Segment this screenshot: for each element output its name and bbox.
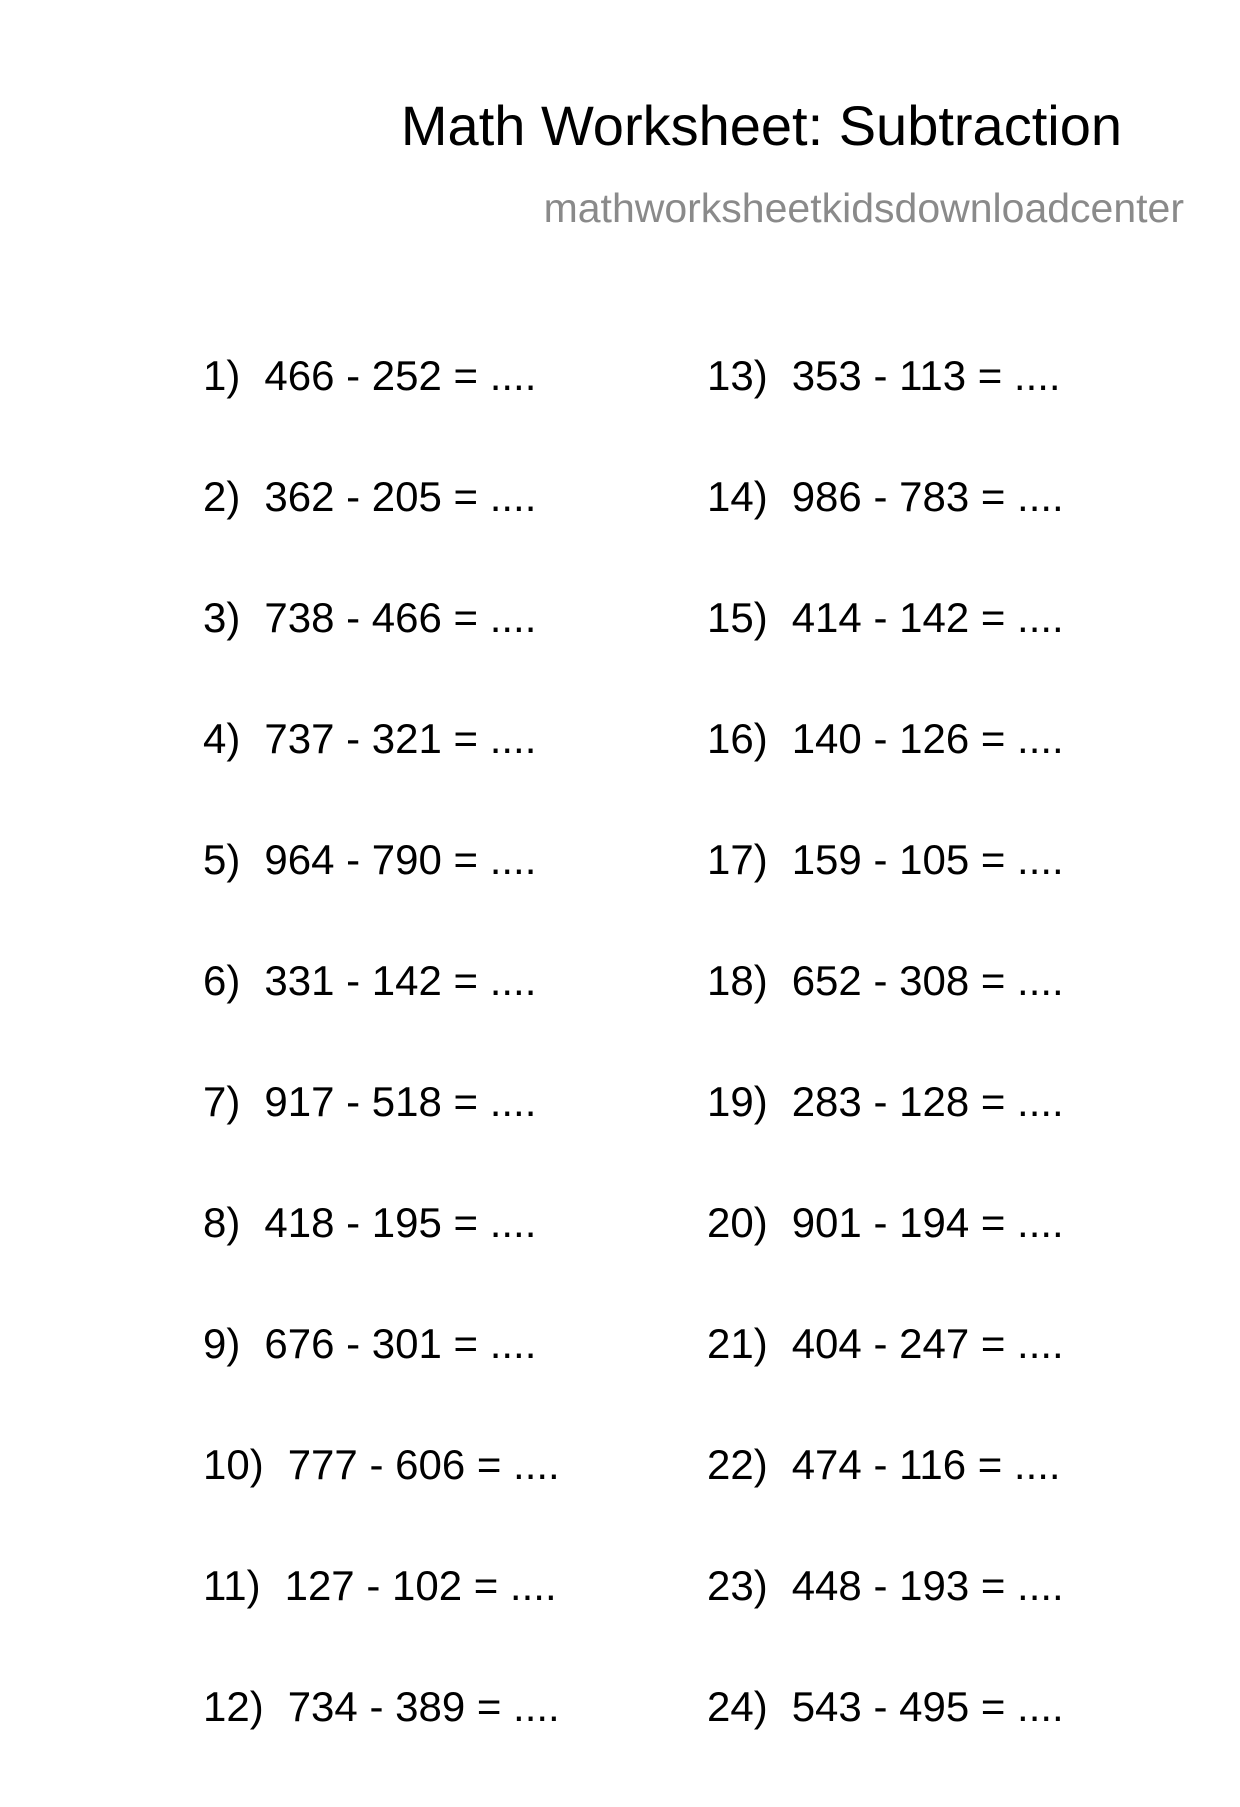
problem-number: 23) (707, 1562, 768, 1609)
problem-number: 18) (707, 957, 768, 1004)
problem-item (203, 1078, 560, 1202)
problem-expression: 964 - 790 = .... (264, 836, 537, 883)
problem-item (203, 715, 560, 839)
problem-expression: 777 - 606 = .... (287, 1441, 560, 1488)
problem-column-right (707, 352, 1064, 1807)
problem-number: 17) (707, 836, 768, 883)
problem-expression: 283 - 128 = .... (791, 1078, 1064, 1125)
problem-item (707, 1078, 1064, 1202)
problem-expression: 917 - 518 = .... (264, 1078, 537, 1125)
problem-expression: 676 - 301 = .... (264, 1320, 537, 1367)
problem-column-left (203, 352, 560, 1807)
problem-number: 22) (707, 1441, 768, 1488)
problem-number: 24) (707, 1683, 768, 1730)
problem-number: 21) (707, 1320, 768, 1367)
problem-expression: 652 - 308 = .... (791, 957, 1064, 1004)
problem-number: 8) (203, 1199, 241, 1246)
problem-item (203, 1683, 560, 1807)
problem-item (203, 352, 560, 476)
problem-item (203, 473, 560, 597)
problem-number: 3) (203, 594, 241, 641)
problem-expression: 159 - 105 = .... (791, 836, 1064, 883)
problem-expression: 418 - 195 = .... (264, 1199, 537, 1246)
problem-item (203, 1441, 560, 1565)
problem-expression: 331 - 142 = .... (264, 957, 537, 1004)
problem-number: 5) (203, 836, 241, 883)
problem-number: 2) (203, 473, 241, 520)
problem-number: 20) (707, 1199, 768, 1246)
worksheet-title: Math Worksheet: Subtraction (400, 94, 1122, 157)
problem-item (203, 594, 560, 718)
problem-number: 7) (203, 1078, 241, 1125)
problem-item (203, 1199, 560, 1323)
problem-expression: 448 - 193 = .... (791, 1562, 1064, 1609)
problem-number: 11) (203, 1562, 261, 1609)
problem-expression: 986 - 783 = .... (791, 473, 1064, 520)
problem-expression: 414 - 142 = .... (791, 594, 1064, 641)
problem-item (707, 715, 1064, 839)
problem-item (707, 1199, 1064, 1323)
problem-item (707, 836, 1064, 960)
problem-expression: 737 - 321 = .... (264, 715, 537, 762)
problem-number: 4) (203, 715, 241, 762)
problem-item (203, 1320, 560, 1444)
problem-number: 16) (707, 715, 768, 762)
problem-expression: 466 - 252 = .... (264, 352, 537, 399)
problem-expression: 474 - 116 = .... (791, 1441, 1061, 1488)
problem-number: 12) (203, 1683, 264, 1730)
problem-item (707, 473, 1064, 597)
problem-number: 14) (707, 473, 768, 520)
problem-expression: 353 - 113 = .... (791, 352, 1061, 399)
problem-item (203, 836, 560, 960)
problem-item (707, 1320, 1064, 1444)
problem-expression: 404 - 247 = .... (791, 1320, 1064, 1367)
problem-expression: 734 - 389 = .... (287, 1683, 560, 1730)
problem-item (707, 594, 1064, 718)
problem-number: 9) (203, 1320, 241, 1367)
problem-number: 19) (707, 1078, 768, 1125)
problem-item (203, 1562, 560, 1686)
problem-number: 13) (707, 352, 768, 399)
problem-item (707, 1441, 1064, 1565)
problem-item (707, 1683, 1064, 1807)
problem-number: 6) (203, 957, 241, 1004)
problem-number: 1) (203, 352, 241, 399)
problem-expression: 362 - 205 = .... (264, 473, 537, 520)
problem-item (707, 352, 1064, 476)
problem-item (707, 1562, 1064, 1686)
problem-item (203, 957, 560, 1081)
problem-expression: 140 - 126 = .... (791, 715, 1064, 762)
problem-expression: 543 - 495 = .... (791, 1683, 1064, 1730)
problem-number: 10) (203, 1441, 264, 1488)
problem-item (707, 957, 1064, 1081)
problem-expression: 901 - 194 = .... (791, 1199, 1064, 1246)
problem-number: 15) (707, 594, 768, 641)
problem-expression: 127 - 102 = .... (284, 1562, 557, 1609)
problem-expression: 738 - 466 = .... (264, 594, 537, 641)
worksheet-subtitle: mathworksheetkidsdownloadcenter (543, 185, 1184, 231)
